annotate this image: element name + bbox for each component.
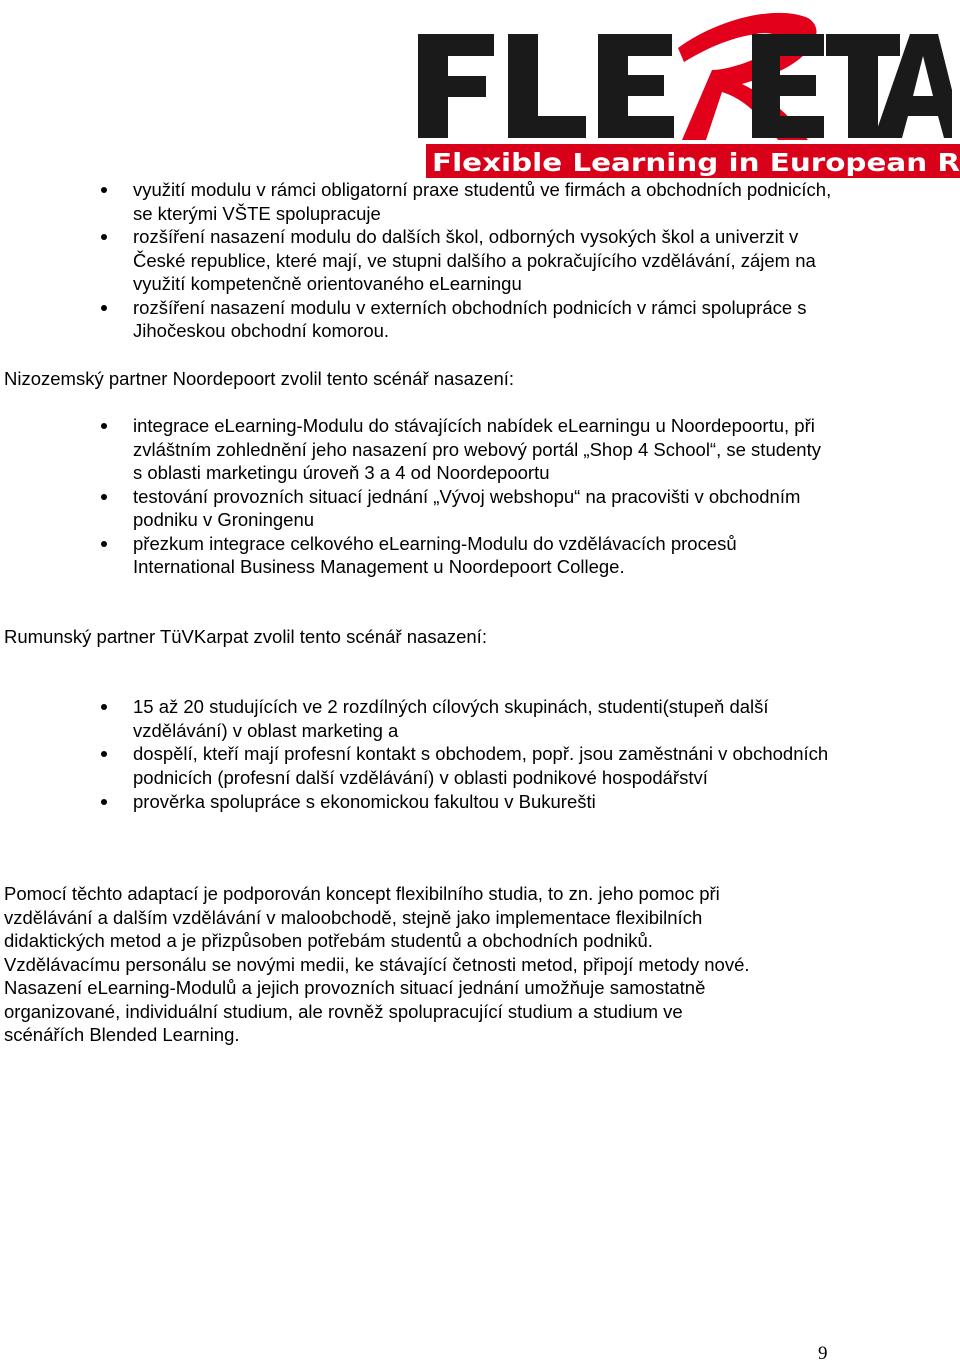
list-item-text: testování provozních situací jednání „Vývoj webshopu“ na pracovišti v obchodním podniku v Groningenu: [133, 485, 801, 530]
list-item: [0, 225, 833, 296]
page-number: 9: [818, 1343, 828, 1364]
heading-tuvkarpat: Rumunský partner TüVKarpat zvolil tento scénář nasazení:: [4, 626, 487, 647]
list-item: [0, 742, 833, 789]
bullet-list-noordepoort: [0, 414, 833, 579]
list-item: [0, 485, 833, 532]
logo-tagline: Flexible Learning in European R: [432, 148, 960, 177]
bullet-icon: [101, 704, 107, 710]
paragraph-line: didaktických metod a je přizpůsoben potřebám studentů a obchodních podniků.: [4, 930, 653, 951]
list-item-text: dospělí, kteří mají profesní kontakt s obchodem, popř. jsou zaměstnáni v obchodních podnicích (profesní další vzdělávání) v oblasti podnikové hospodářství: [133, 743, 829, 788]
heading-noordepoort: Nizozemský partner Noordepoort zvolil tento scénář nasazení:: [4, 368, 515, 389]
bullet-icon: [101, 799, 107, 805]
bullet-icon: [101, 494, 107, 500]
fleréta-logo: [416, 0, 960, 180]
list-item: [0, 296, 833, 343]
paragraph-line: scénářích Blended Learning.: [4, 1024, 240, 1045]
list-item: [0, 790, 833, 814]
list-item: [0, 532, 833, 579]
list-item: [0, 695, 833, 742]
bullet-icon: [101, 751, 107, 757]
paragraph-line: Pomocí těchto adaptací je podporován koncept flexibilního studia, to zn. jeho pomoc při: [4, 883, 720, 904]
paragraph-line: vzdělávání a dalším vzdělávání v maloobchodě, stejně jako implementace flexibilních: [4, 906, 703, 928]
list-item-text: rozšíření nasazení modulu v externích obchodních podnicích v rámci spolupráce s Jihočeskou obchodní komorou.: [133, 296, 807, 341]
logo-graphic: [416, 0, 960, 180]
list-item-text: rozšíření nasazení modulu do dalších škol, odborných vysokých škol a univerzit v České republice, které mají, ve stupni dalšího a pokračujícího vzdělávání, zájem na využití kompetenčně orientovaného eLearningu: [133, 226, 816, 294]
list-item-text: využití modulu v rámci obligatorní praxe studentů ve firmách a obchodních podnicích, se kterými VŠTE spolupracuje: [133, 179, 832, 224]
logo-letter-e2: [752, 34, 824, 138]
logo-letter-f: [418, 34, 494, 138]
list-item: [0, 414, 833, 485]
closing-paragraph: [4, 882, 904, 1047]
logo-letter-e: [598, 34, 674, 138]
bullet-icon: [101, 541, 107, 547]
list-item-text: přezkum integrace celkového eLearning-Modulu do vzdělávacích procesů International Business Management u Noordepoort College.: [133, 532, 737, 577]
bullet-icon: [101, 234, 107, 240]
paragraph-line: Vzdělávacímu personálu se novými medii, ke stávající četnosti metod, připojí metody nové.: [4, 953, 750, 975]
bullet-list-tuvkarpat: [0, 695, 833, 814]
list-item: [0, 178, 833, 225]
logo-letter-l: [508, 34, 586, 138]
list-item-text: integrace eLearning-Modulu do stávajících nabídek eLearningu u Noordepoortu, při zvláštním zohlednění jeho nasazení pro webový portál „Shop 4 School“, se studenty s oblasti marketingu úroveň 3 a 4 od Noordepoortu: [133, 415, 821, 483]
paragraph-line: Nasazení eLearning-Modulů a jejich provozních situací jednání umožňuje samostatně: [4, 977, 706, 998]
bullet-icon: [101, 423, 107, 429]
list-item-text: prověrka spolupráce s ekonomickou fakultou v Bukurešti: [133, 791, 596, 812]
list-item-text: 15 až 20 studujících ve 2 rozdílných cílových skupinách, studenti(stupeň další vzdělávání) v oblast marketing a: [133, 696, 769, 741]
bullet-icon: [101, 187, 107, 193]
paragraph-line: organizované, individuální studium, ale rovněž spolupracující studium a studium ve: [4, 1000, 683, 1022]
bullet-icon: [101, 305, 107, 311]
bullet-list-vste: [0, 178, 833, 343]
